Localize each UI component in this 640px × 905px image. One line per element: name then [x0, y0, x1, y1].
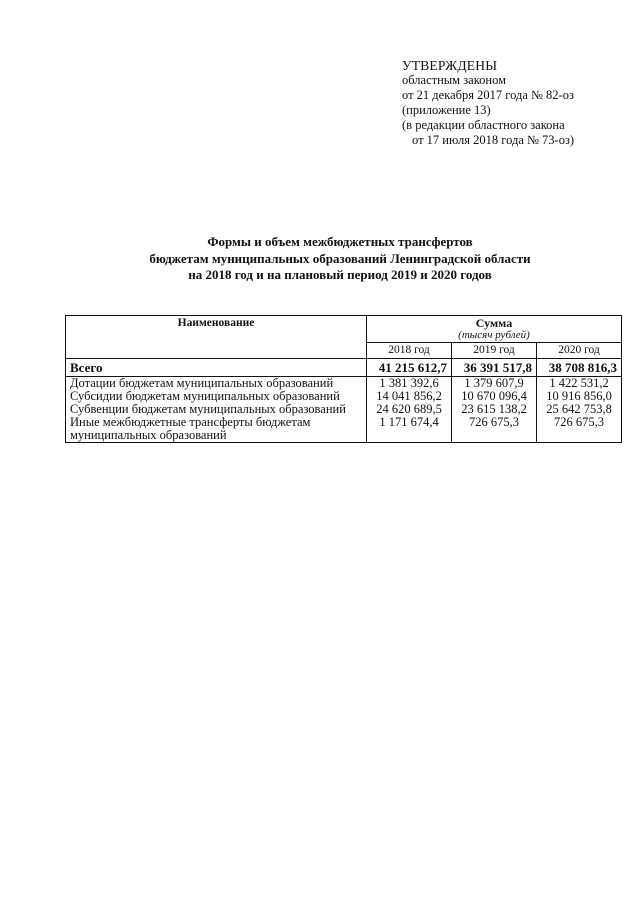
sum-column-header [367, 316, 622, 343]
value-2019: 726 675,3 [452, 416, 537, 443]
table-row [66, 377, 622, 391]
value-2020: 1 422 531,2 [537, 377, 622, 391]
approval-line: от 17 июля 2018 года № 73-оз) [412, 133, 575, 147]
value-2018: 14 041 856,2 [367, 390, 452, 403]
year-header-2020: 2020 год [537, 343, 622, 359]
approval-line: от 21 декабря 2017 года № 82-оз [402, 88, 574, 102]
approval-block [402, 58, 574, 148]
value-2019: 10 670 096,4 [452, 390, 537, 403]
row-label: Субсидии бюджетам муниципальных образований [66, 390, 367, 403]
value-2018: 1 381 392,6 [367, 377, 452, 391]
value-2019: 36 391 517,8 [452, 359, 537, 377]
document-title [60, 234, 620, 284]
table-header-row [66, 316, 622, 343]
value-2019: 1 379 607,9 [452, 377, 537, 391]
table-row [66, 416, 622, 443]
value-2018: 41 215 612,7 [367, 359, 452, 377]
transfers-table [65, 315, 622, 443]
value-2019: 23 615 138,2 [452, 403, 537, 416]
sum-unit-label: (тысяч рублей) [458, 329, 530, 341]
name-column-header: Наименование [66, 316, 367, 359]
approval-line: (в редакции областного закона [402, 118, 565, 132]
value-2020: 10 916 856,0 [537, 390, 622, 403]
year-header-2018: 2018 год [367, 343, 452, 359]
title-line: на 2018 год и на плановый период 2019 и 2020 годов [188, 267, 492, 282]
row-label: Всего [66, 359, 367, 377]
value-2018: 1 171 674,4 [367, 416, 452, 443]
value-2020: 38 708 816,3 [537, 359, 622, 377]
row-label: Иные межбюджетные трансферты бюджетам муниципальных образований [66, 416, 367, 443]
title-line: Формы и объем межбюджетных трансфертов [207, 234, 473, 249]
approval-line: (приложение 13) [402, 103, 491, 117]
title-line: бюджетам муниципальных образований Ленинградской области [149, 250, 531, 266]
year-header-2019: 2019 год [452, 343, 537, 359]
value-2018: 24 620 689,5 [367, 403, 452, 416]
row-label: Субвенции бюджетам муниципальных образований [66, 403, 367, 416]
value-2020: 25 642 753,8 [537, 403, 622, 416]
sum-header-label: Сумма [475, 316, 513, 330]
value-2020: 726 675,3 [537, 416, 622, 443]
approval-heading: УТВЕРЖДЕНЫ [402, 58, 498, 73]
table-row-total [66, 359, 622, 377]
approval-line: областным законом [402, 73, 507, 87]
row-label: Дотации бюджетам муниципальных образований [66, 377, 367, 391]
